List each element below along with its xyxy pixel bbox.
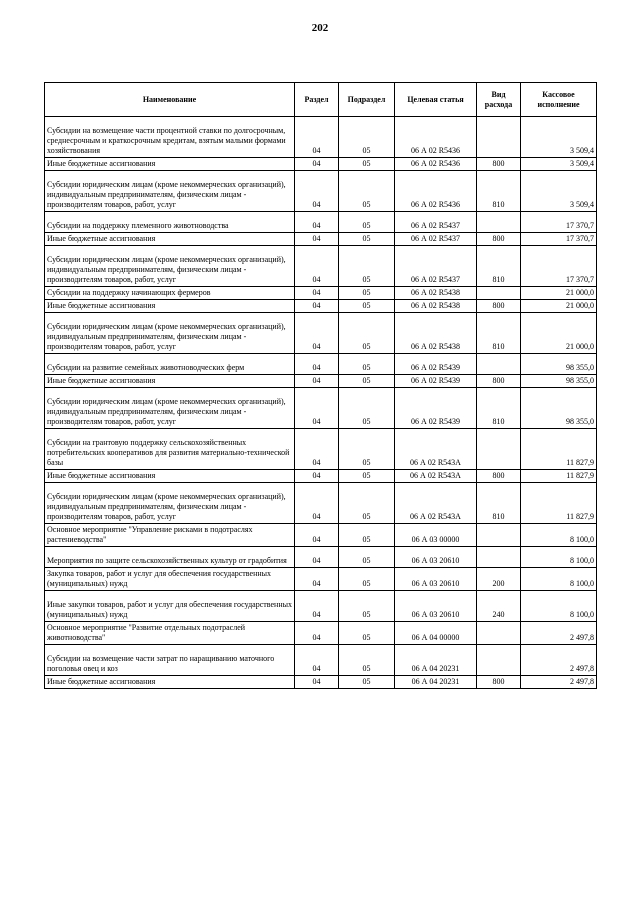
row-amount: 8 100,0 [521, 524, 597, 547]
row-name: Субсидии на возмещение части процентной ставки по долгосрочным, среднесрочным и краткосрочным кредитам, взятым малыми формами хозяйствования [45, 117, 295, 158]
table-row [45, 645, 597, 676]
table-row [45, 246, 597, 287]
row-subsection: 05 [339, 483, 395, 524]
table-row [45, 287, 597, 300]
row-subsection: 05 [339, 300, 395, 313]
row-subsection: 05 [339, 645, 395, 676]
row-name: Субсидии на поддержку племенного животноводства [45, 212, 295, 233]
row-subsection: 05 [339, 117, 395, 158]
row-target: 06 А 02 R543А [395, 429, 477, 470]
table-row [45, 171, 597, 212]
row-target: 06 А 02 R5436 [395, 117, 477, 158]
row-target: 06 А 02 R5437 [395, 212, 477, 233]
table-row [45, 622, 597, 645]
row-amount: 17 370,7 [521, 212, 597, 233]
row-section: 04 [295, 117, 339, 158]
row-type [477, 117, 521, 158]
row-target: 06 А 02 R5438 [395, 313, 477, 354]
row-type [477, 645, 521, 676]
table-row [45, 483, 597, 524]
header-target: Целевая статья [395, 83, 477, 117]
row-section: 04 [295, 547, 339, 568]
row-type: 810 [477, 313, 521, 354]
row-name: Субсидии на развитие семейных животноводческих ферм [45, 354, 295, 375]
header-type: Вид расхода [477, 83, 521, 117]
row-subsection: 05 [339, 388, 395, 429]
row-amount: 98 355,0 [521, 388, 597, 429]
table-row [45, 212, 597, 233]
row-name: Субсидии на грантовую поддержку сельскохозяйственных потребительских кооперативов для развития материально-технической базы [45, 429, 295, 470]
table-body [45, 117, 597, 689]
row-section: 04 [295, 622, 339, 645]
row-target: 06 А 02 R543А [395, 483, 477, 524]
row-name: Субсидии на поддержку начинающих фермеров [45, 287, 295, 300]
row-amount: 98 355,0 [521, 375, 597, 388]
row-target: 06 А 04 20231 [395, 645, 477, 676]
row-type: 810 [477, 388, 521, 429]
row-type [477, 622, 521, 645]
row-amount: 21 000,0 [521, 287, 597, 300]
row-target: 06 А 02 R5439 [395, 354, 477, 375]
row-amount: 21 000,0 [521, 313, 597, 354]
row-amount: 2 497,8 [521, 676, 597, 689]
row-amount: 17 370,7 [521, 233, 597, 246]
row-section: 04 [295, 591, 339, 622]
row-amount: 2 497,8 [521, 645, 597, 676]
row-amount: 21 000,0 [521, 300, 597, 313]
row-section: 04 [295, 171, 339, 212]
table-row [45, 524, 597, 547]
row-subsection: 05 [339, 212, 395, 233]
row-name: Иные бюджетные ассигнования [45, 158, 295, 171]
row-name: Основное мероприятие "Управление рисками в подотраслях растениеводства" [45, 524, 295, 547]
row-subsection: 05 [339, 354, 395, 375]
row-subsection: 05 [339, 547, 395, 568]
table-row [45, 233, 597, 246]
table-row [45, 429, 597, 470]
row-amount: 11 827,9 [521, 483, 597, 524]
row-subsection: 05 [339, 429, 395, 470]
row-type [477, 547, 521, 568]
row-name: Субсидии юридическим лицам (кроме некоммерческих организаций), индивидуальным предпринимателям, физическим лицам - производителям товаров, работ, услуг [45, 388, 295, 429]
row-amount: 3 509,4 [521, 171, 597, 212]
row-amount: 3 509,4 [521, 117, 597, 158]
row-target: 06 А 03 20610 [395, 547, 477, 568]
table-row [45, 591, 597, 622]
row-target: 06 А 02 R5438 [395, 300, 477, 313]
table-row [45, 158, 597, 171]
row-subsection: 05 [339, 470, 395, 483]
row-subsection: 05 [339, 313, 395, 354]
row-target: 06 А 02 R5439 [395, 375, 477, 388]
row-type: 240 [477, 591, 521, 622]
table-row [45, 676, 597, 689]
row-type: 800 [477, 470, 521, 483]
row-section: 04 [295, 300, 339, 313]
row-type [477, 212, 521, 233]
row-amount: 98 355,0 [521, 354, 597, 375]
row-type: 800 [477, 233, 521, 246]
row-section: 04 [295, 568, 339, 591]
row-name: Субсидии юридическим лицам (кроме некоммерческих организаций), индивидуальным предпринимателям, физическим лицам - производителям товаров, работ, услуг [45, 246, 295, 287]
row-subsection: 05 [339, 591, 395, 622]
table-row [45, 300, 597, 313]
row-type: 810 [477, 171, 521, 212]
page-number: 202 [311, 22, 329, 34]
row-name: Иные бюджетные ассигнования [45, 470, 295, 483]
table-row [45, 117, 597, 158]
row-name: Мероприятия по защите сельскохозяйственных культур от градобития [45, 547, 295, 568]
row-type [477, 524, 521, 547]
row-name: Субсидии юридическим лицам (кроме некоммерческих организаций), индивидуальным предпринимателям, физическим лицам - производителям товаров, работ, услуг [45, 171, 295, 212]
row-target: 06 А 02 R543А [395, 470, 477, 483]
row-section: 04 [295, 483, 339, 524]
row-target: 06 А 02 R5436 [395, 158, 477, 171]
row-section: 04 [295, 246, 339, 287]
row-type: 810 [477, 483, 521, 524]
row-type [477, 354, 521, 375]
row-target: 06 А 04 00000 [395, 622, 477, 645]
header-section: Раздел [295, 83, 339, 117]
row-section: 04 [295, 388, 339, 429]
row-section: 04 [295, 676, 339, 689]
row-name: Субсидии на возмещение части затрат по наращиванию маточного поголовья овец и коз [45, 645, 295, 676]
row-subsection: 05 [339, 246, 395, 287]
header-subsection: Подраздел [339, 83, 395, 117]
row-target: 06 А 03 20610 [395, 568, 477, 591]
table-header-row [45, 83, 597, 117]
row-subsection: 05 [339, 233, 395, 246]
row-section: 04 [295, 524, 339, 547]
row-name: Субсидии юридическим лицам (кроме некоммерческих организаций), индивидуальным предпринимателям, физическим лицам - производителям товаров, работ, услуг [45, 313, 295, 354]
row-amount: 17 370,7 [521, 246, 597, 287]
row-type: 800 [477, 158, 521, 171]
table-row [45, 313, 597, 354]
row-amount: 11 827,9 [521, 429, 597, 470]
row-subsection: 05 [339, 375, 395, 388]
table-row [45, 547, 597, 568]
row-name: Закупка товаров, работ и услуг для обеспечения государственных (муниципальных) нужд [45, 568, 295, 591]
row-subsection: 05 [339, 568, 395, 591]
row-section: 04 [295, 429, 339, 470]
row-section: 04 [295, 287, 339, 300]
row-section: 04 [295, 354, 339, 375]
row-subsection: 05 [339, 676, 395, 689]
table-row [45, 388, 597, 429]
row-target: 06 А 03 00000 [395, 524, 477, 547]
row-subsection: 05 [339, 622, 395, 645]
row-name: Иные бюджетные ассигнования [45, 375, 295, 388]
row-type: 800 [477, 375, 521, 388]
row-amount: 2 497,8 [521, 622, 597, 645]
row-amount: 8 100,0 [521, 547, 597, 568]
row-subsection: 05 [339, 158, 395, 171]
row-name: Основное мероприятие "Развитие отдельных подотраслей животноводства" [45, 622, 295, 645]
row-target: 06 А 02 R5436 [395, 171, 477, 212]
row-subsection: 05 [339, 524, 395, 547]
row-type [477, 287, 521, 300]
row-target: 06 А 04 20231 [395, 676, 477, 689]
row-target: 06 А 02 R5438 [395, 287, 477, 300]
row-amount: 11 827,9 [521, 470, 597, 483]
row-subsection: 05 [339, 287, 395, 300]
row-target: 06 А 02 R5439 [395, 388, 477, 429]
row-type: 200 [477, 568, 521, 591]
table-row [45, 375, 597, 388]
row-type [477, 429, 521, 470]
table-row [45, 470, 597, 483]
header-name: Наименование [45, 83, 295, 117]
row-section: 04 [295, 158, 339, 171]
row-section: 04 [295, 470, 339, 483]
row-section: 04 [295, 375, 339, 388]
row-amount: 8 100,0 [521, 591, 597, 622]
row-target: 06 А 02 R5437 [395, 233, 477, 246]
row-name: Иные бюджетные ассигнования [45, 676, 295, 689]
row-section: 04 [295, 212, 339, 233]
row-name: Иные бюджетные ассигнования [45, 233, 295, 246]
row-amount: 3 509,4 [521, 158, 597, 171]
row-section: 04 [295, 313, 339, 354]
row-target: 06 А 02 R5437 [395, 246, 477, 287]
table-row [45, 354, 597, 375]
row-target: 06 А 03 20610 [395, 591, 477, 622]
budget-table [44, 82, 597, 689]
row-amount: 8 100,0 [521, 568, 597, 591]
row-name: Иные бюджетные ассигнования [45, 300, 295, 313]
row-name: Субсидии юридическим лицам (кроме некоммерческих организаций), индивидуальным предпринимателям, физическим лицам - производителям товаров, работ, услуг [45, 483, 295, 524]
table-row [45, 568, 597, 591]
row-section: 04 [295, 645, 339, 676]
row-subsection: 05 [339, 171, 395, 212]
row-type: 810 [477, 246, 521, 287]
row-type: 800 [477, 300, 521, 313]
row-section: 04 [295, 233, 339, 246]
row-name: Иные закупки товаров, работ и услуг для обеспечения государственных (муниципальных) нужд [45, 591, 295, 622]
header-amount: Кассовое исполнение [521, 83, 597, 117]
row-type: 800 [477, 676, 521, 689]
